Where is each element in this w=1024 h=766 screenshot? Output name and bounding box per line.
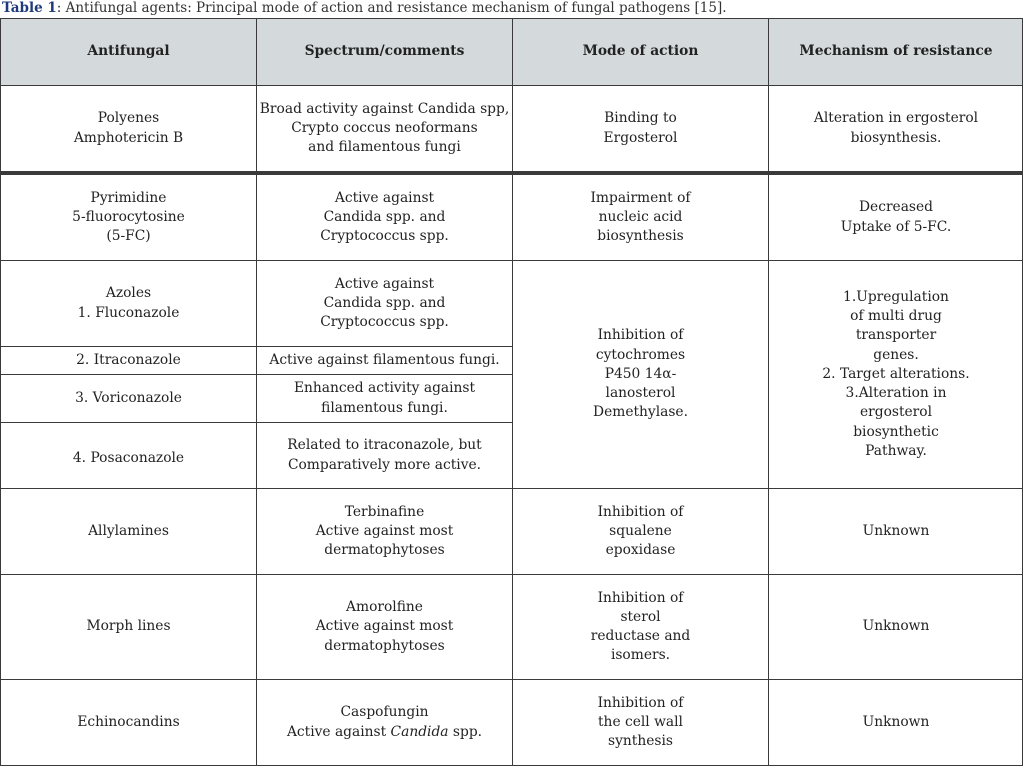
cell-voriconazole-antifungal: 3. Voriconazole bbox=[0, 374, 256, 422]
cell-polyenes-spectrum: Broad activity against Candida spp, Crypto coccus neoformans and filamentous fungi bbox=[256, 85, 512, 171]
cell-posaconazole-spectrum: Related to itraconazole, but Comparatively more active. bbox=[256, 422, 512, 488]
cell-itraconazole-spectrum: Active against filamentous fungi. bbox=[256, 346, 512, 374]
header-antifungal: Antifungal bbox=[0, 18, 256, 85]
cell-polyenes-antifungal: Polyenes Amphotericin B bbox=[0, 85, 256, 171]
header-mechanism-of-resistance: Mechanism of resistance bbox=[768, 18, 1023, 85]
cell-allylamines-resistance: Unknown bbox=[768, 488, 1023, 574]
cell-pyrimidine-resistance: Decreased Uptake of 5-FC. bbox=[768, 174, 1023, 260]
cell-echinocandins-mode: Inhibition of the cell wall synthesis bbox=[512, 679, 768, 765]
cell-polyenes-mode: Binding to Ergosterol bbox=[512, 85, 768, 171]
cell-allylamines-antifungal: Allylamines bbox=[0, 488, 256, 574]
cell-itraconazole-antifungal: 2. Itraconazole bbox=[0, 346, 256, 374]
cell-allylamines-mode: Inhibition of squalene epoxidase bbox=[512, 488, 768, 574]
cell-pyrimidine-spectrum: Active against Candida spp. and Cryptococcus spp. bbox=[256, 174, 512, 260]
cell-echinocandins-antifungal: Echinocandins bbox=[0, 679, 256, 765]
cell-polyenes-resistance: Alteration in ergosterol biosynthesis. bbox=[768, 85, 1023, 171]
cell-morphlines-antifungal: Morph lines bbox=[0, 574, 256, 679]
cell-morphlines-spectrum: Amorolfine Active against most dermatophytoses bbox=[256, 574, 512, 679]
cell-fluconazole-antifungal: Azoles 1. Fluconazole bbox=[0, 260, 256, 346]
cell-allylamines-spectrum: Terbinafine Active against most dermatophytoses bbox=[256, 488, 512, 574]
table-caption bbox=[2, 0, 727, 18]
table-caption-text: : Antifungal agents: Principal mode of action and resistance mechanism of fungal pathogens [15]. bbox=[56, 0, 727, 16]
header-mode-of-action: Mode of action bbox=[512, 18, 768, 85]
cell-fluconazole-spectrum: Active against Candida spp. and Cryptococcus spp. bbox=[256, 260, 512, 346]
cell-pyrimidine-mode: Impairment of nucleic acid biosynthesis bbox=[512, 174, 768, 260]
cell-voriconazole-spectrum: Enhanced activity against filamentous fungi. bbox=[256, 374, 512, 422]
cell-echinocandins-resistance: Unknown bbox=[768, 679, 1023, 765]
cell-morphlines-mode: Inhibition of sterol reductase and isomers. bbox=[512, 574, 768, 679]
cell-azoles-mode: Inhibition of cytochromes P450 14α- lanosterol Demethylase. bbox=[512, 260, 768, 488]
table-caption-label: Table 1 bbox=[2, 0, 57, 16]
cell-posaconazole-antifungal: 4. Posaconazole bbox=[0, 422, 256, 488]
cell-azoles-resistance: 1.Upregulation of multi drug transporter genes. 2. Target alterations. 3.Alteration in ergosterol biosynthetic Pathway. bbox=[768, 260, 1023, 488]
cell-echinocandins-spectrum: Caspofungin Active against Candida spp. bbox=[256, 679, 512, 765]
header-spectrum: Spectrum/comments bbox=[256, 18, 512, 85]
table-right-border bbox=[1022, 18, 1023, 765]
cell-morphlines-resistance: Unknown bbox=[768, 574, 1023, 679]
cell-pyrimidine-antifungal: Pyrimidine 5-fluorocytosine (5-FC) bbox=[0, 174, 256, 260]
